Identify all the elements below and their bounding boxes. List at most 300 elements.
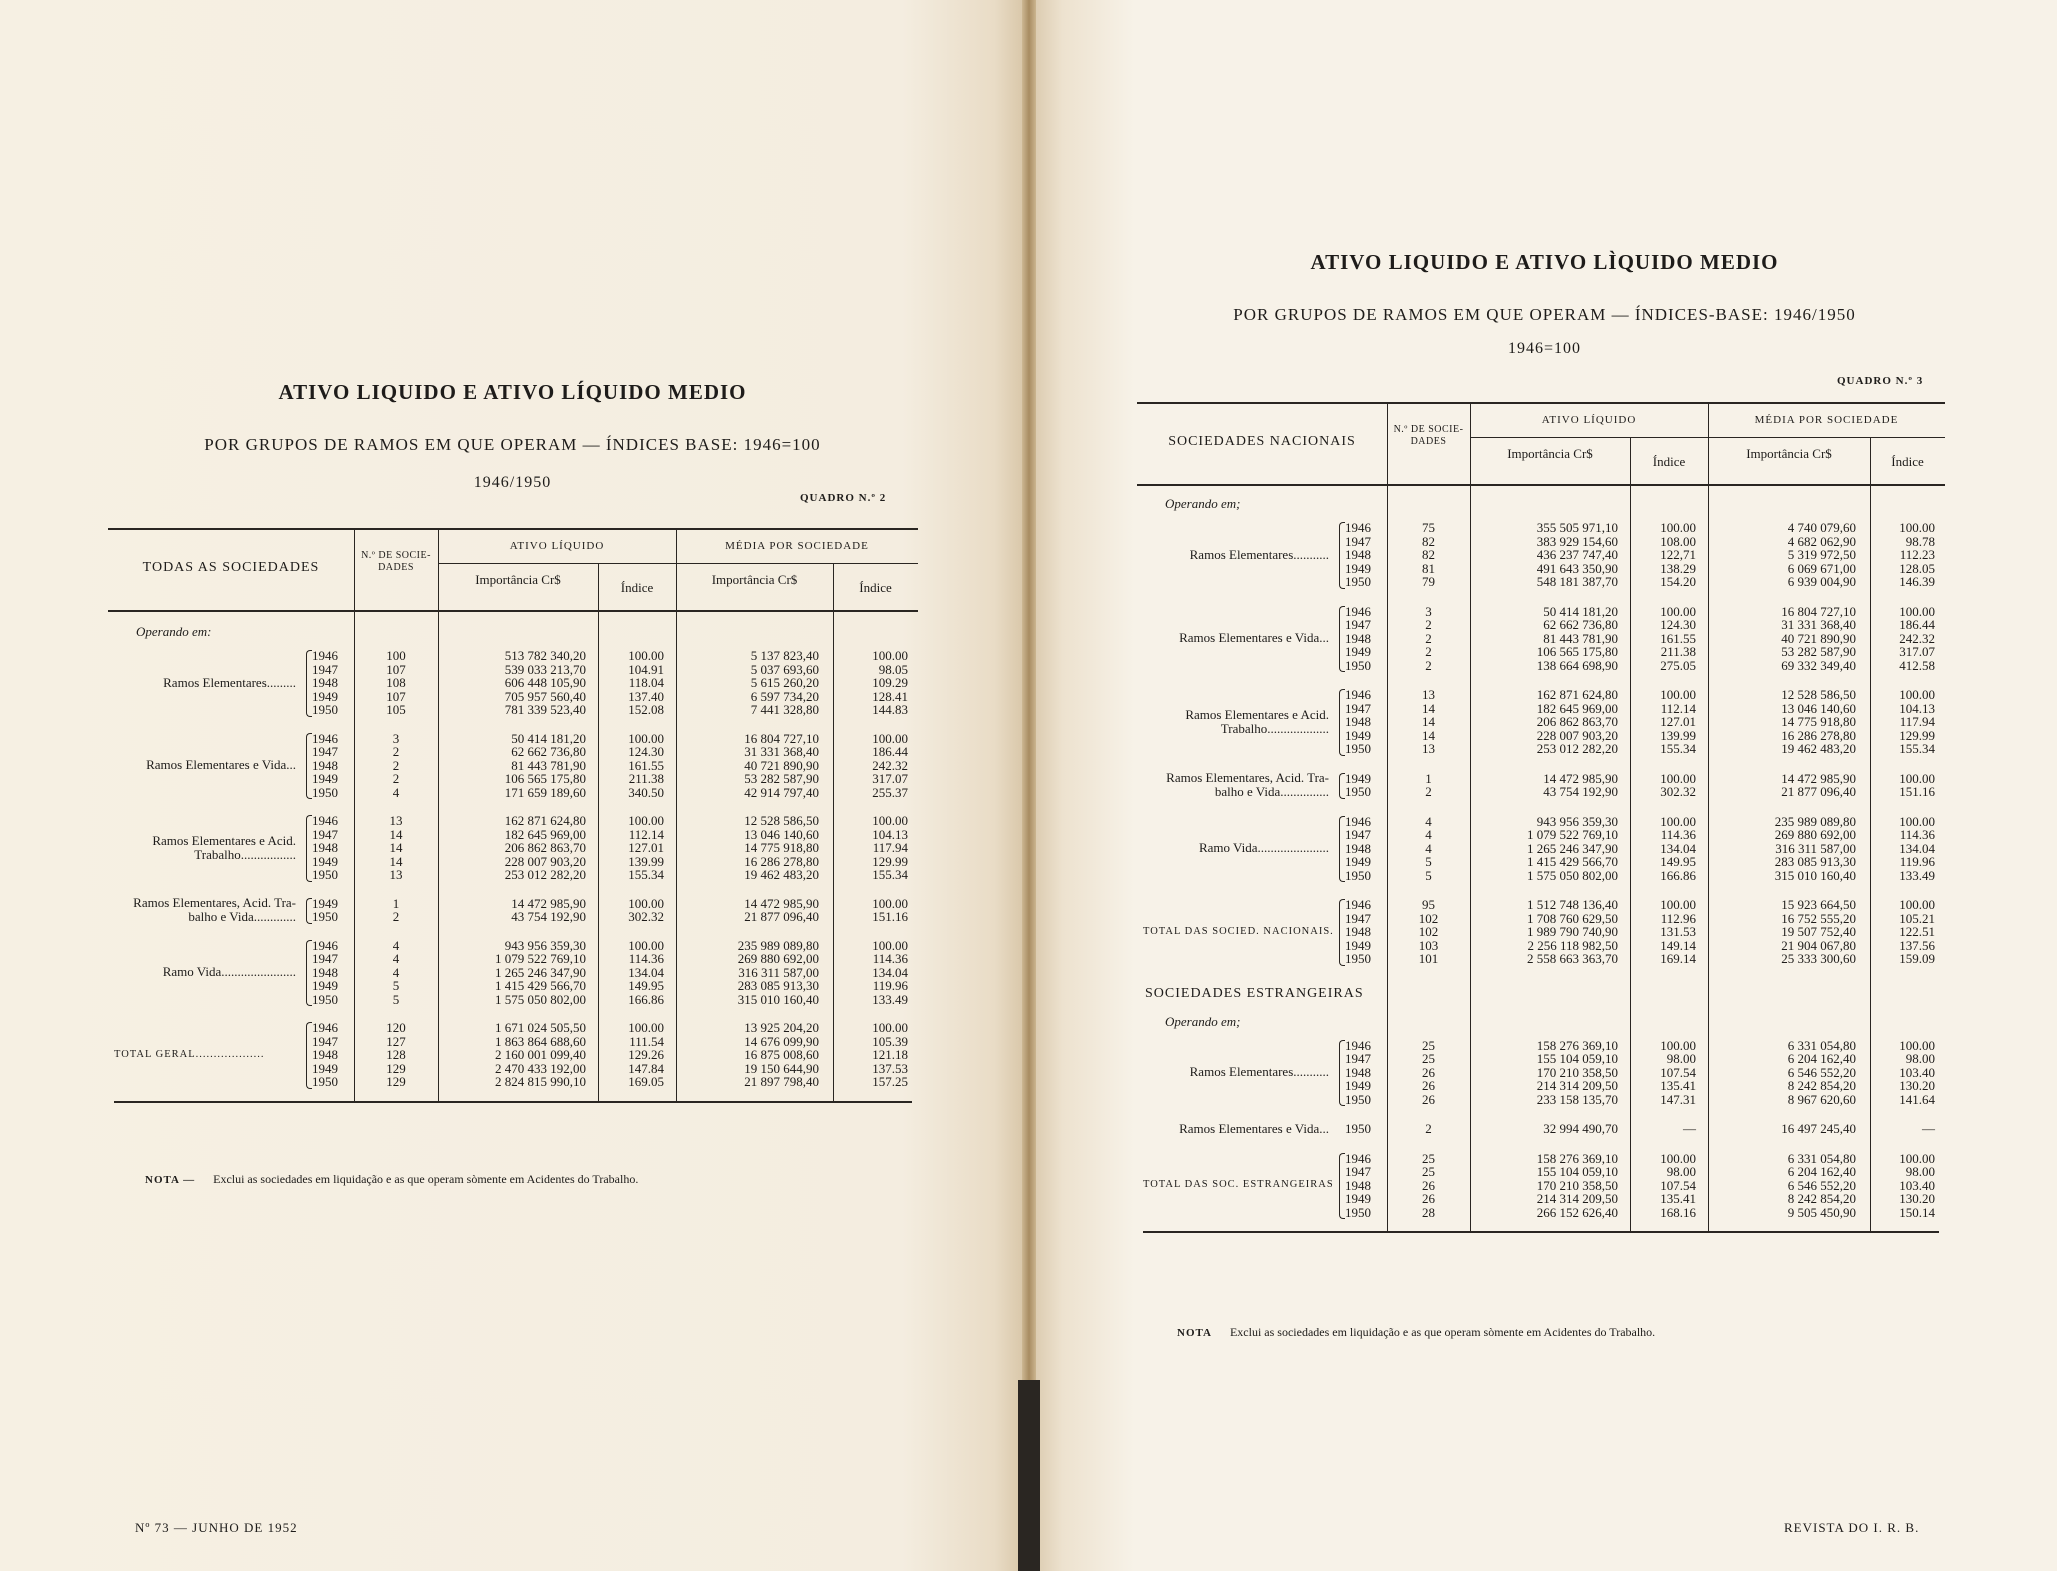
media-importancia-cell: 69 332 349,40 xyxy=(1781,657,1856,673)
year-cell: 1949 xyxy=(1345,560,1371,576)
year-cell: 1949 xyxy=(1345,770,1371,786)
indice-cell: 100.00 xyxy=(1660,1150,1696,1166)
importancia-cell: 1 079 522 769,10 xyxy=(1527,827,1618,842)
group-name: Ramos Elementares, Acid. Tra- balho e Vida............. xyxy=(133,895,296,924)
body-column-rule xyxy=(833,610,834,1101)
media-indice-cell: 100.00 xyxy=(1899,1150,1935,1166)
importancia-cell: 1 265 246 347,90 xyxy=(495,964,586,980)
left-footer: Nº 73 — JUNHO DE 1952 xyxy=(135,1520,298,1535)
media-importancia-cell: 6 069 671,00 xyxy=(1787,560,1856,576)
indice-cell: 138.29 xyxy=(1660,560,1696,576)
year-cell: 1947 xyxy=(1345,827,1371,842)
indice-cell: 98.00 xyxy=(1666,1164,1696,1179)
indice-cell: 118.04 xyxy=(628,675,664,690)
year-cell: 1950 xyxy=(1345,1091,1371,1107)
body-column-rule xyxy=(1630,484,1631,1231)
num-societies-cell: 101 xyxy=(1418,951,1439,966)
num-societies-cell: 25 xyxy=(1422,1051,1435,1066)
media-importancia-cell: 16 804 727,10 xyxy=(1781,603,1856,619)
importancia-cell: 2 824 815 990,10 xyxy=(495,1074,586,1089)
media-importancia-cell: 12 528 586,50 xyxy=(1781,687,1856,702)
media-indice-cell: 129.99 xyxy=(1899,727,1935,743)
indice-cell: 112.14 xyxy=(628,826,664,842)
importancia-cell: 14 472 985,90 xyxy=(1543,770,1618,786)
indice-cell: 147.84 xyxy=(628,1060,664,1076)
indice-cell: 302.32 xyxy=(1660,784,1696,799)
media-indice-cell: 117.94 xyxy=(872,840,908,855)
importancia-cell: 2 160 001 099,40 xyxy=(495,1047,586,1062)
media-importancia-cell: 8 242 854,20 xyxy=(1787,1078,1856,1093)
media-indice-cell: 412.58 xyxy=(1899,657,1935,673)
num-societies-cell: 26 xyxy=(1422,1064,1435,1080)
media-importancia-cell: 16 286 278,80 xyxy=(744,853,819,869)
indice-cell: 124.30 xyxy=(1660,617,1696,632)
indice-cell: 98.00 xyxy=(1666,1051,1696,1066)
header-ativo-liquido: ATIVO LÍQUIDO xyxy=(509,540,605,552)
right-nota-label: NOTA xyxy=(1177,1327,1212,1339)
media-importancia-cell: 19 462 483,20 xyxy=(1781,741,1856,756)
left-quadro-label: QUADRO N.º 2 xyxy=(800,492,887,504)
indice-cell: 100.00 xyxy=(628,1020,664,1035)
header-group-label: TODAS AS SOCIEDADES xyxy=(142,560,320,575)
num-societies-cell: 5 xyxy=(1425,854,1432,869)
indice-cell: 137.40 xyxy=(628,688,664,704)
media-importancia-cell: 316 311 587,00 xyxy=(1775,840,1856,856)
year-cell: 1950 xyxy=(1345,574,1371,589)
media-indice-cell: 242.32 xyxy=(1899,630,1935,646)
indice-cell: 161.55 xyxy=(1660,630,1696,646)
header-importancia: Importância Cr$ xyxy=(475,572,561,587)
importancia-cell: 214 314 209,50 xyxy=(1536,1078,1618,1093)
year-cell: 1950 xyxy=(1345,741,1371,756)
header-mid-rule xyxy=(438,563,918,564)
year-cell: 1949 xyxy=(312,1060,338,1076)
header-media-indice: Índice xyxy=(1891,454,1924,469)
indice-cell: — xyxy=(1683,1121,1696,1136)
body-column-rule xyxy=(1470,484,1471,1231)
year-cell: 1949 xyxy=(1345,1078,1371,1093)
importancia-cell: 2 470 433 192,00 xyxy=(495,1060,586,1076)
header-ativo-liquido: ATIVO LÍQUIDO xyxy=(1541,414,1637,426)
media-indice-cell: 130.20 xyxy=(1899,1078,1935,1093)
year-cell: 1949 xyxy=(312,895,338,911)
media-importancia-cell: 25 333 300,60 xyxy=(1781,951,1856,966)
year-cell: 1946 xyxy=(312,648,338,663)
indice-cell: 124.30 xyxy=(628,744,664,759)
header-num-societies: N.º DE SOCIE- DADES xyxy=(361,550,431,573)
year-cell: 1948 xyxy=(312,964,338,980)
year-cell: 1948 xyxy=(1345,714,1371,729)
num-societies-cell: 4 xyxy=(1425,827,1432,842)
year-cell: 1946 xyxy=(312,1020,338,1035)
group-name: TOTAL GERAL................... xyxy=(114,1048,265,1060)
num-societies-cell: 2 xyxy=(1425,644,1432,659)
num-societies-cell: 4 xyxy=(392,937,400,953)
media-indice-cell: 98.00 xyxy=(1905,1164,1935,1179)
num-societies-cell: 28 xyxy=(1422,1204,1435,1220)
importancia-cell: 62 662 736,80 xyxy=(511,744,586,759)
media-importancia-cell: 6 939 004,90 xyxy=(1787,574,1856,589)
media-importancia-cell: 40 721 890,90 xyxy=(744,757,819,773)
num-societies-cell: 14 xyxy=(389,826,403,842)
header-num-societies: N.º DE SOCIE- DADES xyxy=(1393,424,1464,447)
indice-cell: 149.14 xyxy=(1660,937,1696,953)
importancia-cell: 50 414 181,20 xyxy=(1543,603,1618,619)
indice-cell: 129.26 xyxy=(628,1047,664,1062)
importancia-cell: 1 079 522 769,10 xyxy=(495,951,586,966)
num-societies-cell: 3 xyxy=(392,730,400,746)
num-societies-cell: 26 xyxy=(1422,1191,1435,1206)
media-importancia-cell: 8 967 620,60 xyxy=(1787,1091,1856,1107)
header-media-importancia: Importância Cr$ xyxy=(711,572,798,587)
year-cell: 1950 xyxy=(312,1074,338,1089)
num-societies-cell: 2 xyxy=(1425,784,1432,799)
indice-cell: 107.54 xyxy=(1660,1177,1696,1193)
media-importancia-cell: 5 319 972,50 xyxy=(1787,547,1856,562)
indice-cell: 112.96 xyxy=(1660,910,1696,926)
media-indice-cell: 155.34 xyxy=(1899,741,1935,756)
indice-cell: 211.38 xyxy=(628,771,664,786)
year-cell: 1946 xyxy=(1345,1150,1371,1166)
importancia-cell: 162 871 624,80 xyxy=(1536,687,1618,702)
media-indice-cell: 119.96 xyxy=(872,978,908,993)
year-cell: 1947 xyxy=(1345,700,1371,716)
media-importancia-cell: 16 875 008,60 xyxy=(744,1047,819,1062)
importancia-cell: 1 575 050 802,00 xyxy=(1527,867,1618,883)
media-indice-cell: 100.00 xyxy=(1899,603,1935,619)
year-cell: 1947 xyxy=(1345,1164,1371,1179)
num-societies-cell: 81 xyxy=(1422,560,1435,576)
year-cell: 1949 xyxy=(312,853,338,869)
media-indice-cell: 151.16 xyxy=(1899,784,1935,799)
importancia-cell: 606 448 105,90 xyxy=(504,675,586,690)
indice-cell: 127.01 xyxy=(628,840,664,855)
group-name: Ramos Elementares e Acid. Trabalho................... xyxy=(1185,706,1329,736)
year-cell: 1946 xyxy=(312,813,338,828)
group-name: Ramos Elementares e Acid. Trabalho................. xyxy=(152,832,296,862)
importancia-cell: 2 256 118 982,50 xyxy=(1527,937,1618,953)
media-indice-cell: 100.00 xyxy=(872,730,908,746)
media-indice-cell: 104.13 xyxy=(1899,700,1935,716)
indice-cell: 211.38 xyxy=(1660,644,1696,659)
media-indice-cell: — xyxy=(1922,1121,1935,1136)
media-importancia-cell: 6 204 162,40 xyxy=(1787,1164,1856,1179)
header-group-label: SOCIEDADES NACIONAIS xyxy=(1168,434,1356,449)
num-societies-cell: 4 xyxy=(1425,840,1432,856)
left-nota-text: Exclui as sociedades em liquidação e as que operam sòmente em Acidentes do Trabalho. xyxy=(213,1172,639,1186)
importancia-cell: 548 181 387,70 xyxy=(1536,574,1618,589)
num-societies-cell: 14 xyxy=(389,853,403,869)
indice-cell: 107.54 xyxy=(1660,1064,1696,1080)
media-importancia-cell: 235 989 089,80 xyxy=(737,937,819,953)
year-cell: 1950 xyxy=(312,909,338,924)
media-indice-cell: 103.40 xyxy=(1899,1177,1935,1193)
year-cell: 1948 xyxy=(1345,840,1371,856)
importancia-cell: 106 565 175,80 xyxy=(1536,644,1618,659)
year-cell: 1947 xyxy=(1345,910,1371,926)
media-importancia-cell: 6 331 054,80 xyxy=(1787,1150,1856,1166)
header-media-importancia: Importância Cr$ xyxy=(1746,446,1832,461)
importancia-cell: 1 863 864 688,60 xyxy=(495,1033,586,1049)
left-nota-label: NOTA — xyxy=(145,1174,196,1186)
right-quadro-label: QUADRO N.º 3 xyxy=(1837,375,1924,387)
media-indice-cell: 186.44 xyxy=(872,744,908,759)
media-importancia-cell: 14 676 099,90 xyxy=(744,1033,819,1049)
body-column-rule xyxy=(676,610,677,1101)
media-indice-cell: 117.94 xyxy=(1899,714,1935,729)
media-indice-cell: 100.00 xyxy=(1899,1037,1935,1053)
media-importancia-cell: 9 505 450,90 xyxy=(1787,1204,1856,1220)
importancia-cell: 81 443 781,90 xyxy=(1543,630,1618,646)
importancia-cell: 943 956 359,30 xyxy=(504,937,586,953)
body-column-rule xyxy=(438,610,439,1101)
media-importancia-cell: 13 925 204,20 xyxy=(744,1020,819,1035)
year-cell: 1946 xyxy=(1345,813,1371,829)
media-indice-cell: 100.00 xyxy=(872,937,908,953)
num-societies-cell: 127 xyxy=(386,1033,406,1049)
left-page xyxy=(0,0,1025,1571)
year-cell: 1949 xyxy=(1345,644,1371,659)
indice-cell: 147.31 xyxy=(1660,1091,1696,1107)
importancia-cell: 182 645 969,00 xyxy=(504,826,586,842)
indice-cell: 100.00 xyxy=(1660,813,1696,829)
media-indice-cell: 100.00 xyxy=(1899,897,1935,912)
importancia-cell: 43 754 192,90 xyxy=(511,909,586,924)
year-cell: 1949 xyxy=(312,688,338,704)
media-indice-cell: 151.16 xyxy=(872,909,908,924)
num-societies-cell: 82 xyxy=(1422,547,1435,562)
num-societies-cell: 13 xyxy=(1422,741,1435,756)
indice-cell: 134.04 xyxy=(628,964,664,980)
media-importancia-cell: 235 989 089,80 xyxy=(1774,813,1856,829)
indice-cell: 100.00 xyxy=(628,937,664,953)
section-operando-em: Operando em; xyxy=(1165,1013,1241,1029)
body-column-rule xyxy=(1870,484,1871,1231)
num-societies-cell: 75 xyxy=(1422,520,1435,535)
num-societies-cell: 2 xyxy=(392,757,400,773)
year-cell: 1950 xyxy=(1345,784,1371,799)
media-importancia-cell: 13 046 140,60 xyxy=(744,826,819,842)
num-societies-cell: 105 xyxy=(386,702,406,717)
year-cell: 1947 xyxy=(312,826,338,842)
year-cell: 1946 xyxy=(1345,897,1371,912)
num-societies-cell: 26 xyxy=(1422,1177,1435,1193)
media-importancia-cell: 13 046 140,60 xyxy=(1781,700,1856,716)
media-indice-cell: 137.56 xyxy=(1899,937,1935,953)
year-cell: 1950 xyxy=(1345,657,1371,673)
num-societies-cell: 102 xyxy=(1418,910,1439,926)
importancia-cell: 1 671 024 505,50 xyxy=(495,1020,586,1035)
year-cell: 1947 xyxy=(312,661,338,677)
section-operando-em: Operando em; xyxy=(1165,496,1241,511)
media-indice-cell: 122.51 xyxy=(1899,924,1935,939)
year-cell: 1947 xyxy=(312,951,338,966)
num-societies-cell: 107 xyxy=(386,661,406,677)
media-indice-cell: 100.00 xyxy=(1899,813,1935,829)
book-gutter xyxy=(1022,0,1036,1571)
num-societies-cell: 128 xyxy=(386,1047,406,1062)
year-cell: 1949 xyxy=(1345,937,1371,953)
media-indice-cell: 146.39 xyxy=(1899,574,1935,589)
num-societies-cell: 2 xyxy=(392,771,400,786)
left-period: 1946/1950 xyxy=(473,474,552,491)
media-importancia-cell: 4 682 062,90 xyxy=(1787,533,1856,549)
year-cell: 1948 xyxy=(1345,630,1371,646)
indice-cell: 155.34 xyxy=(1660,741,1696,756)
importancia-cell: 355 505 971,10 xyxy=(1536,520,1618,535)
media-indice-cell: 100.00 xyxy=(872,895,908,911)
media-indice-cell: 317.07 xyxy=(1899,644,1935,659)
num-societies-cell: 2 xyxy=(392,909,400,924)
num-societies-cell: 129 xyxy=(386,1074,406,1089)
media-importancia-cell: 6 204 162,40 xyxy=(1787,1051,1856,1066)
year-cell: 1947 xyxy=(312,744,338,759)
table-bottom-rule xyxy=(1143,1231,1939,1233)
importancia-cell: 182 645 969,00 xyxy=(1536,700,1618,716)
year-cell: 1947 xyxy=(1345,617,1371,632)
media-importancia-cell: 16 752 555,20 xyxy=(1781,910,1856,926)
media-indice-cell: 112.23 xyxy=(1899,547,1935,562)
indice-cell: 135.41 xyxy=(1660,1078,1696,1093)
year-cell: 1947 xyxy=(1345,1051,1371,1066)
importancia-cell: 1 265 246 347,90 xyxy=(1527,840,1618,856)
binding-edge xyxy=(1018,1380,1040,1571)
importancia-cell: 206 862 863,70 xyxy=(504,840,586,855)
indice-cell: 100.00 xyxy=(628,895,664,911)
media-indice-cell: 137.53 xyxy=(872,1060,908,1076)
media-indice-cell: 114.36 xyxy=(872,951,908,966)
media-indice-cell: 100.00 xyxy=(1899,687,1935,702)
year-cell: 1946 xyxy=(312,730,338,746)
media-indice-cell: 141.64 xyxy=(1899,1091,1935,1107)
year-cell: 1948 xyxy=(1345,1064,1371,1080)
media-indice-cell: 128.41 xyxy=(872,688,908,704)
media-indice-cell: 100.00 xyxy=(1899,520,1935,535)
media-importancia-cell: 19 150 644,90 xyxy=(744,1060,819,1076)
num-societies-cell: 13 xyxy=(1422,687,1435,702)
header-indice: Índice xyxy=(620,580,654,595)
year-cell: 1948 xyxy=(312,840,338,855)
num-societies-cell: 25 xyxy=(1422,1150,1435,1166)
indice-cell: 161.55 xyxy=(628,757,664,773)
num-societies-cell: 2 xyxy=(1425,630,1432,646)
num-societies-cell: 1 xyxy=(392,895,400,911)
foreign-section-head: SOCIEDADES ESTRANGEIRAS xyxy=(1145,985,1364,1001)
importancia-cell: 705 957 560,40 xyxy=(504,688,586,704)
num-societies-cell: 14 xyxy=(389,840,403,855)
year-cell: 1946 xyxy=(1345,687,1371,702)
importancia-cell: 253 012 282,20 xyxy=(1536,741,1618,756)
indice-cell: 139.99 xyxy=(628,853,664,869)
importancia-cell: 106 565 175,80 xyxy=(504,771,586,786)
media-importancia-cell: 15 923 664,50 xyxy=(1781,897,1856,912)
year-cell: 1946 xyxy=(1345,1037,1371,1053)
num-societies-cell: 14 xyxy=(1422,714,1435,729)
media-indice-cell: 114.36 xyxy=(1899,827,1935,842)
num-societies-cell: 108 xyxy=(386,675,406,690)
header-media-sociedade: MÉDIA POR SOCIEDADE xyxy=(1754,414,1899,426)
indice-cell: 154.20 xyxy=(1660,574,1696,589)
body-column-rule xyxy=(598,610,599,1101)
section-operando-em: Operando em: xyxy=(136,624,212,639)
year-cell: 1949 xyxy=(1345,1191,1371,1206)
media-importancia-cell: 5 037 693,60 xyxy=(750,661,819,677)
importancia-cell: 43 754 192,90 xyxy=(1543,784,1618,799)
media-indice-cell: 121.18 xyxy=(872,1047,908,1062)
importancia-cell: 1 415 429 566,70 xyxy=(1527,854,1618,869)
right-page xyxy=(1032,0,2057,1571)
importancia-cell: 50 414 181,20 xyxy=(511,730,586,746)
media-indice-cell: 186.44 xyxy=(1899,617,1935,632)
indice-cell: 169.05 xyxy=(628,1074,664,1089)
num-societies-cell: 5 xyxy=(392,978,400,993)
right-subtitle: POR GRUPOS DE RAMOS EM QUE OPERAM — ÍNDICES-BASE: 1946/1950 xyxy=(1233,305,1856,324)
media-indice-cell: 100.00 xyxy=(1899,770,1935,786)
year-cell: 1949 xyxy=(1345,854,1371,869)
importancia-cell: 162 871 624,80 xyxy=(504,813,586,828)
num-societies-cell: 5 xyxy=(1425,867,1432,883)
media-importancia-cell: 6 546 552,20 xyxy=(1787,1177,1856,1193)
media-importancia-cell: 19 462 483,20 xyxy=(744,867,819,882)
media-indice-cell: 105.21 xyxy=(1899,910,1935,926)
indice-cell: 127.01 xyxy=(1660,714,1696,729)
table-top-rule xyxy=(1137,402,1945,404)
importancia-cell: 1 512 748 136,40 xyxy=(1527,897,1618,912)
group-name: Ramos Elementares e Vida... xyxy=(1179,630,1329,646)
media-importancia-cell: 19 507 752,40 xyxy=(1781,924,1856,939)
importancia-cell: 81 443 781,90 xyxy=(511,757,586,773)
indice-cell: 131.53 xyxy=(1660,924,1696,939)
indice-cell: 100.00 xyxy=(628,730,664,746)
header-importancia: Importância Cr$ xyxy=(1507,446,1593,461)
num-societies-cell: 107 xyxy=(386,688,406,704)
importancia-cell: 491 643 350,90 xyxy=(1536,560,1618,576)
indice-cell: 100.00 xyxy=(1660,687,1696,702)
num-societies-cell: 129 xyxy=(386,1060,406,1076)
importancia-cell: 155 104 059,10 xyxy=(1536,1164,1618,1179)
indice-cell: 166.86 xyxy=(628,991,664,1007)
indice-cell: 100.00 xyxy=(628,648,664,663)
header-media-sociedade: MÉDIA POR SOCIEDADE xyxy=(725,540,869,552)
media-importancia-cell: 269 880 692,00 xyxy=(737,951,819,966)
media-indice-cell: 159.09 xyxy=(1899,951,1935,966)
indice-cell: 152.08 xyxy=(628,702,664,717)
importancia-cell: 383 929 154,60 xyxy=(1536,533,1618,549)
year-cell: 1948 xyxy=(312,757,338,773)
indice-cell: 100.00 xyxy=(1660,603,1696,619)
right-title: ATIVO LIQUIDO E ATIVO LÌQUIDO MEDIO xyxy=(1310,250,1779,274)
media-importancia-cell: 6 597 734,20 xyxy=(750,688,819,704)
year-cell: 1950 xyxy=(312,991,338,1007)
importancia-cell: 943 956 359,30 xyxy=(1536,813,1618,829)
right-period: 1946=100 xyxy=(1507,340,1582,357)
media-importancia-cell: 316 311 587,00 xyxy=(738,964,819,980)
media-importancia-cell: 14 775 918,80 xyxy=(744,840,819,855)
header-bottom-rule xyxy=(108,610,918,612)
media-importancia-cell: 53 282 587,90 xyxy=(744,771,819,786)
year-cell: 1947 xyxy=(1345,533,1371,549)
importancia-cell: 32 994 490,70 xyxy=(1543,1121,1618,1136)
media-importancia-cell: 16 286 278,80 xyxy=(1781,727,1856,743)
importancia-cell: 170 210 358,50 xyxy=(1536,1177,1618,1193)
media-indice-cell: 157.25 xyxy=(872,1074,908,1089)
num-societies-cell: 25 xyxy=(1422,1037,1435,1053)
importancia-cell: 1 575 050 802,00 xyxy=(495,991,586,1007)
media-importancia-cell: 283 085 913,30 xyxy=(1774,854,1856,869)
importancia-cell: 266 152 626,40 xyxy=(1536,1204,1618,1220)
indice-cell: 302.32 xyxy=(628,909,664,924)
num-societies-cell: 79 xyxy=(1422,574,1435,589)
